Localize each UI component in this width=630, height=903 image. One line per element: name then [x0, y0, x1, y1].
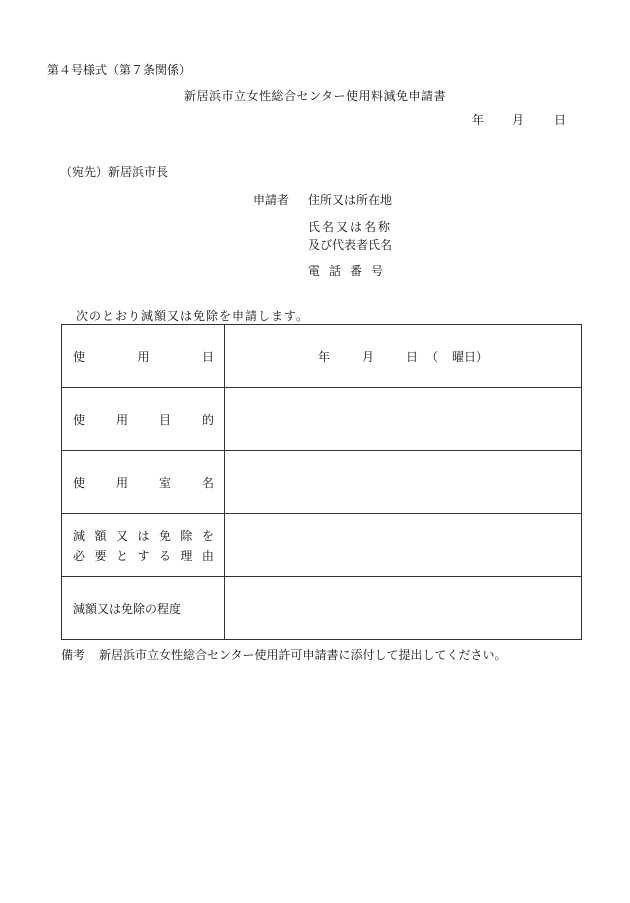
usage-day: 日 [405, 349, 418, 364]
label-char: 用 [137, 349, 150, 364]
table-row-usage-date [62, 325, 582, 388]
label-char: 除 [180, 528, 193, 543]
remarks-text: 新居浜市立女性総合センター使用許可申請書に添付して提出してください。 [99, 648, 507, 662]
applicant-name-label-line1: 氏名又は名称 [308, 220, 393, 234]
reason-label-line1 [73, 527, 214, 544]
application-table [61, 324, 582, 640]
label-char: 理 [180, 548, 193, 563]
table-row-purpose [62, 388, 582, 451]
label-char: 使 [73, 412, 86, 427]
label-char: 用 [115, 412, 128, 427]
room-name-label [62, 451, 225, 514]
label-char: 用 [115, 475, 128, 490]
label-char: 免 [158, 528, 171, 543]
usage-open-paren: （ [426, 349, 439, 364]
applicant-label: 申請者 [253, 193, 290, 207]
label-char: 額 [94, 528, 107, 543]
label-char: 使 [73, 475, 86, 490]
remarks [61, 646, 507, 663]
date-year: 年 [472, 113, 485, 127]
label-char: 必 [73, 548, 86, 563]
applicant-address-label: 住所又は所在地 [308, 193, 393, 207]
table-row-room-name [62, 451, 582, 514]
form-number: 第４号様式（第７条関係） [47, 63, 192, 77]
purpose-field[interactable] [225, 388, 582, 451]
usage-date-label [62, 325, 225, 388]
date-day: 日 [554, 113, 567, 127]
label-char: 日 [201, 349, 214, 364]
label-char: る [158, 548, 171, 563]
label-char: と [115, 548, 128, 563]
label-char: 由 [201, 548, 214, 563]
form-title: 新居浜市立女性総合センター使用料減免申請書 [183, 89, 447, 103]
date-month: 月 [512, 113, 525, 127]
degree-field[interactable] [225, 577, 582, 640]
label-char: を [201, 528, 214, 543]
label-char: 名 [201, 475, 214, 490]
degree-label [62, 577, 225, 640]
reason-field[interactable] [225, 514, 582, 577]
table-row-degree [62, 577, 582, 640]
applicant-phone-label: 電話番号 [308, 264, 393, 278]
label-char: 室 [158, 475, 171, 490]
degree-label-text: 減額又は免除の程度 [73, 601, 182, 616]
purpose-label [62, 388, 225, 451]
label-char: 目 [158, 412, 171, 427]
label-char: 又 [115, 528, 128, 543]
label-char: 的 [201, 412, 214, 427]
usage-date-fields [225, 348, 581, 365]
applicant-name-label-line2: 及び代表者氏名 [308, 238, 393, 252]
addressee: （宛先）新居浜市長 [60, 165, 169, 179]
label-char: は [137, 528, 150, 543]
label-char: 減 [73, 528, 86, 543]
submission-date [472, 111, 566, 128]
usage-date-field[interactable] [225, 325, 582, 388]
label-char: 要 [94, 548, 107, 563]
reason-label-line2 [73, 547, 214, 564]
usage-year: 年 [317, 349, 330, 364]
table-row-reason [62, 514, 582, 577]
intro-text: 次のとおり減額又は免除を申請します。 [76, 309, 310, 323]
usage-weekday: 曜日） [452, 349, 489, 364]
room-name-field[interactable] [225, 451, 582, 514]
remarks-label: 備考 [61, 648, 86, 662]
usage-month: 月 [361, 349, 374, 364]
label-char: 使 [73, 349, 86, 364]
reason-label [62, 514, 225, 577]
label-char: す [137, 548, 150, 563]
